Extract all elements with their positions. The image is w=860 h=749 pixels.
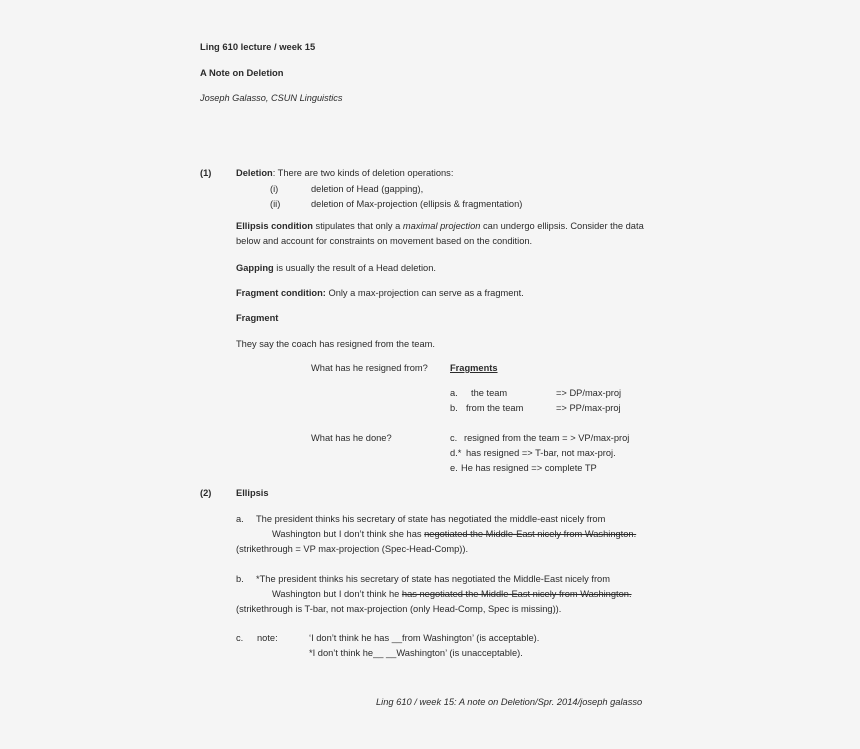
ellipsis-item-c-label: c. xyxy=(236,633,244,643)
roman-text-ii: deletion of Max-projection (ellipsis & fragmentation) xyxy=(311,199,523,209)
roman-label-ii: (ii) xyxy=(270,199,281,209)
roman-text-i: deletion of Head (gapping), xyxy=(311,184,424,194)
fragment-condition-paragraph xyxy=(236,286,654,301)
fragment-row-b-text: from the team xyxy=(466,403,524,413)
fragment-row-e-label: e. xyxy=(450,463,458,473)
maximal-projection-emphasis: maximal projection xyxy=(402,221,481,231)
deletion-lead-text: : There are two kinds of deletion operations: xyxy=(272,168,454,178)
gapping-text: is usually the result of a Head deletion. xyxy=(273,263,436,273)
ellipsis-item-b-line2-plain: Washington but I don’t think he xyxy=(272,589,402,599)
section-2-number: (2) xyxy=(200,488,212,498)
ellipsis-item-b-line2 xyxy=(272,587,632,602)
ellipsis-item-b-note: (strikethrough is T-bar, not max-projection (only Head-Comp, Spec is missing)). xyxy=(236,604,562,614)
gapping-term: Gapping xyxy=(236,263,274,273)
ellipsis-item-a-note: (strikethrough = VP max-projection (Spec-Head-Comp)). xyxy=(236,544,469,554)
ellipsis-item-b-label: b. xyxy=(236,574,244,584)
ellipsis-condition-paragraph xyxy=(236,219,654,248)
roman-label-i: (i) xyxy=(270,184,279,194)
document-footer: Ling 610 / week 15: A note on Deletion/Spr. 2014/joseph galasso xyxy=(376,697,643,707)
ellipsis-item-b-strikethrough: has negotiated the Middle-East nicely from Washington. xyxy=(401,589,632,599)
ellipsis-item-c-line1: ‘I don’t think he has __from Washington’ (is acceptable). xyxy=(309,633,540,643)
fragment-row-b-label: b. xyxy=(450,403,458,413)
course-line: Ling 610 lecture / week 15 xyxy=(200,41,316,52)
section-1-number: (1) xyxy=(200,168,212,178)
ellipsis-item-a-line2 xyxy=(272,527,636,542)
ellipsis-item-b-line1: *The president thinks his secretary of state has negotiated the Middle-East nicely from xyxy=(256,574,610,584)
fragment-row-b-arrow: => PP/max-proj xyxy=(556,403,621,413)
deletion-term: Deletion xyxy=(236,168,273,178)
ellipsis-condition-term: Ellipsis condition xyxy=(236,221,313,231)
ellipsis-item-a-label: a. xyxy=(236,514,244,524)
fragment-row-a-arrow: => DP/max-proj xyxy=(556,388,622,398)
question-2: What has he done? xyxy=(311,433,392,443)
ellipsis-item-c-note-label: note: xyxy=(257,633,278,643)
ellipsis-condition-part2: can undergo ellipsis. Consider the data below and account for constraints on movement based on the condition. xyxy=(236,221,644,246)
page-title: A Note on Deletion xyxy=(200,67,284,78)
fragments-heading: Fragments xyxy=(450,363,498,373)
fragment-row-a-label: a. xyxy=(450,388,458,398)
ellipsis-condition-part1: stipulates that only a xyxy=(312,221,403,231)
ellipsis-item-a-line2-plain: Washington but I don’t think she has xyxy=(272,529,425,539)
fragment-condition-text: Only a max-projection can serve as a fragment. xyxy=(325,288,524,298)
fragment-condition-term: Fragment condition: xyxy=(236,288,326,298)
ellipsis-item-c-line2: *I don’t think he__ __Washington’ (is unacceptable). xyxy=(309,648,523,658)
ellipsis-item-a-line1: The president thinks his secretary of state has negotiated the middle-east nicely from xyxy=(256,514,606,524)
fragment-row-a-text: the team xyxy=(471,388,508,398)
ellipsis-item-a-strikethrough: negotiated the Middle-East nicely from Washington. xyxy=(424,529,637,539)
fragment-row-c-label: c. xyxy=(450,433,458,443)
section-2-heading: Ellipsis xyxy=(236,488,269,498)
fragment-row-d-text: has resigned => T-bar, not max-proj. xyxy=(466,448,616,458)
section-1-lead xyxy=(236,166,453,181)
fragment-row-d-label: d.* xyxy=(450,448,462,458)
gapping-paragraph xyxy=(236,261,654,276)
author-line: Joseph Galasso, CSUN Linguistics xyxy=(200,93,343,103)
fragment-heading: Fragment xyxy=(236,313,279,323)
fragment-example-sentence: They say the coach has resigned from the team. xyxy=(236,339,435,349)
question-1: What has he resigned from? xyxy=(311,363,428,373)
fragment-row-c-text: resigned from the team = > VP/max-proj xyxy=(464,433,630,443)
fragment-row-e-text: He has resigned => complete TP xyxy=(461,463,597,473)
